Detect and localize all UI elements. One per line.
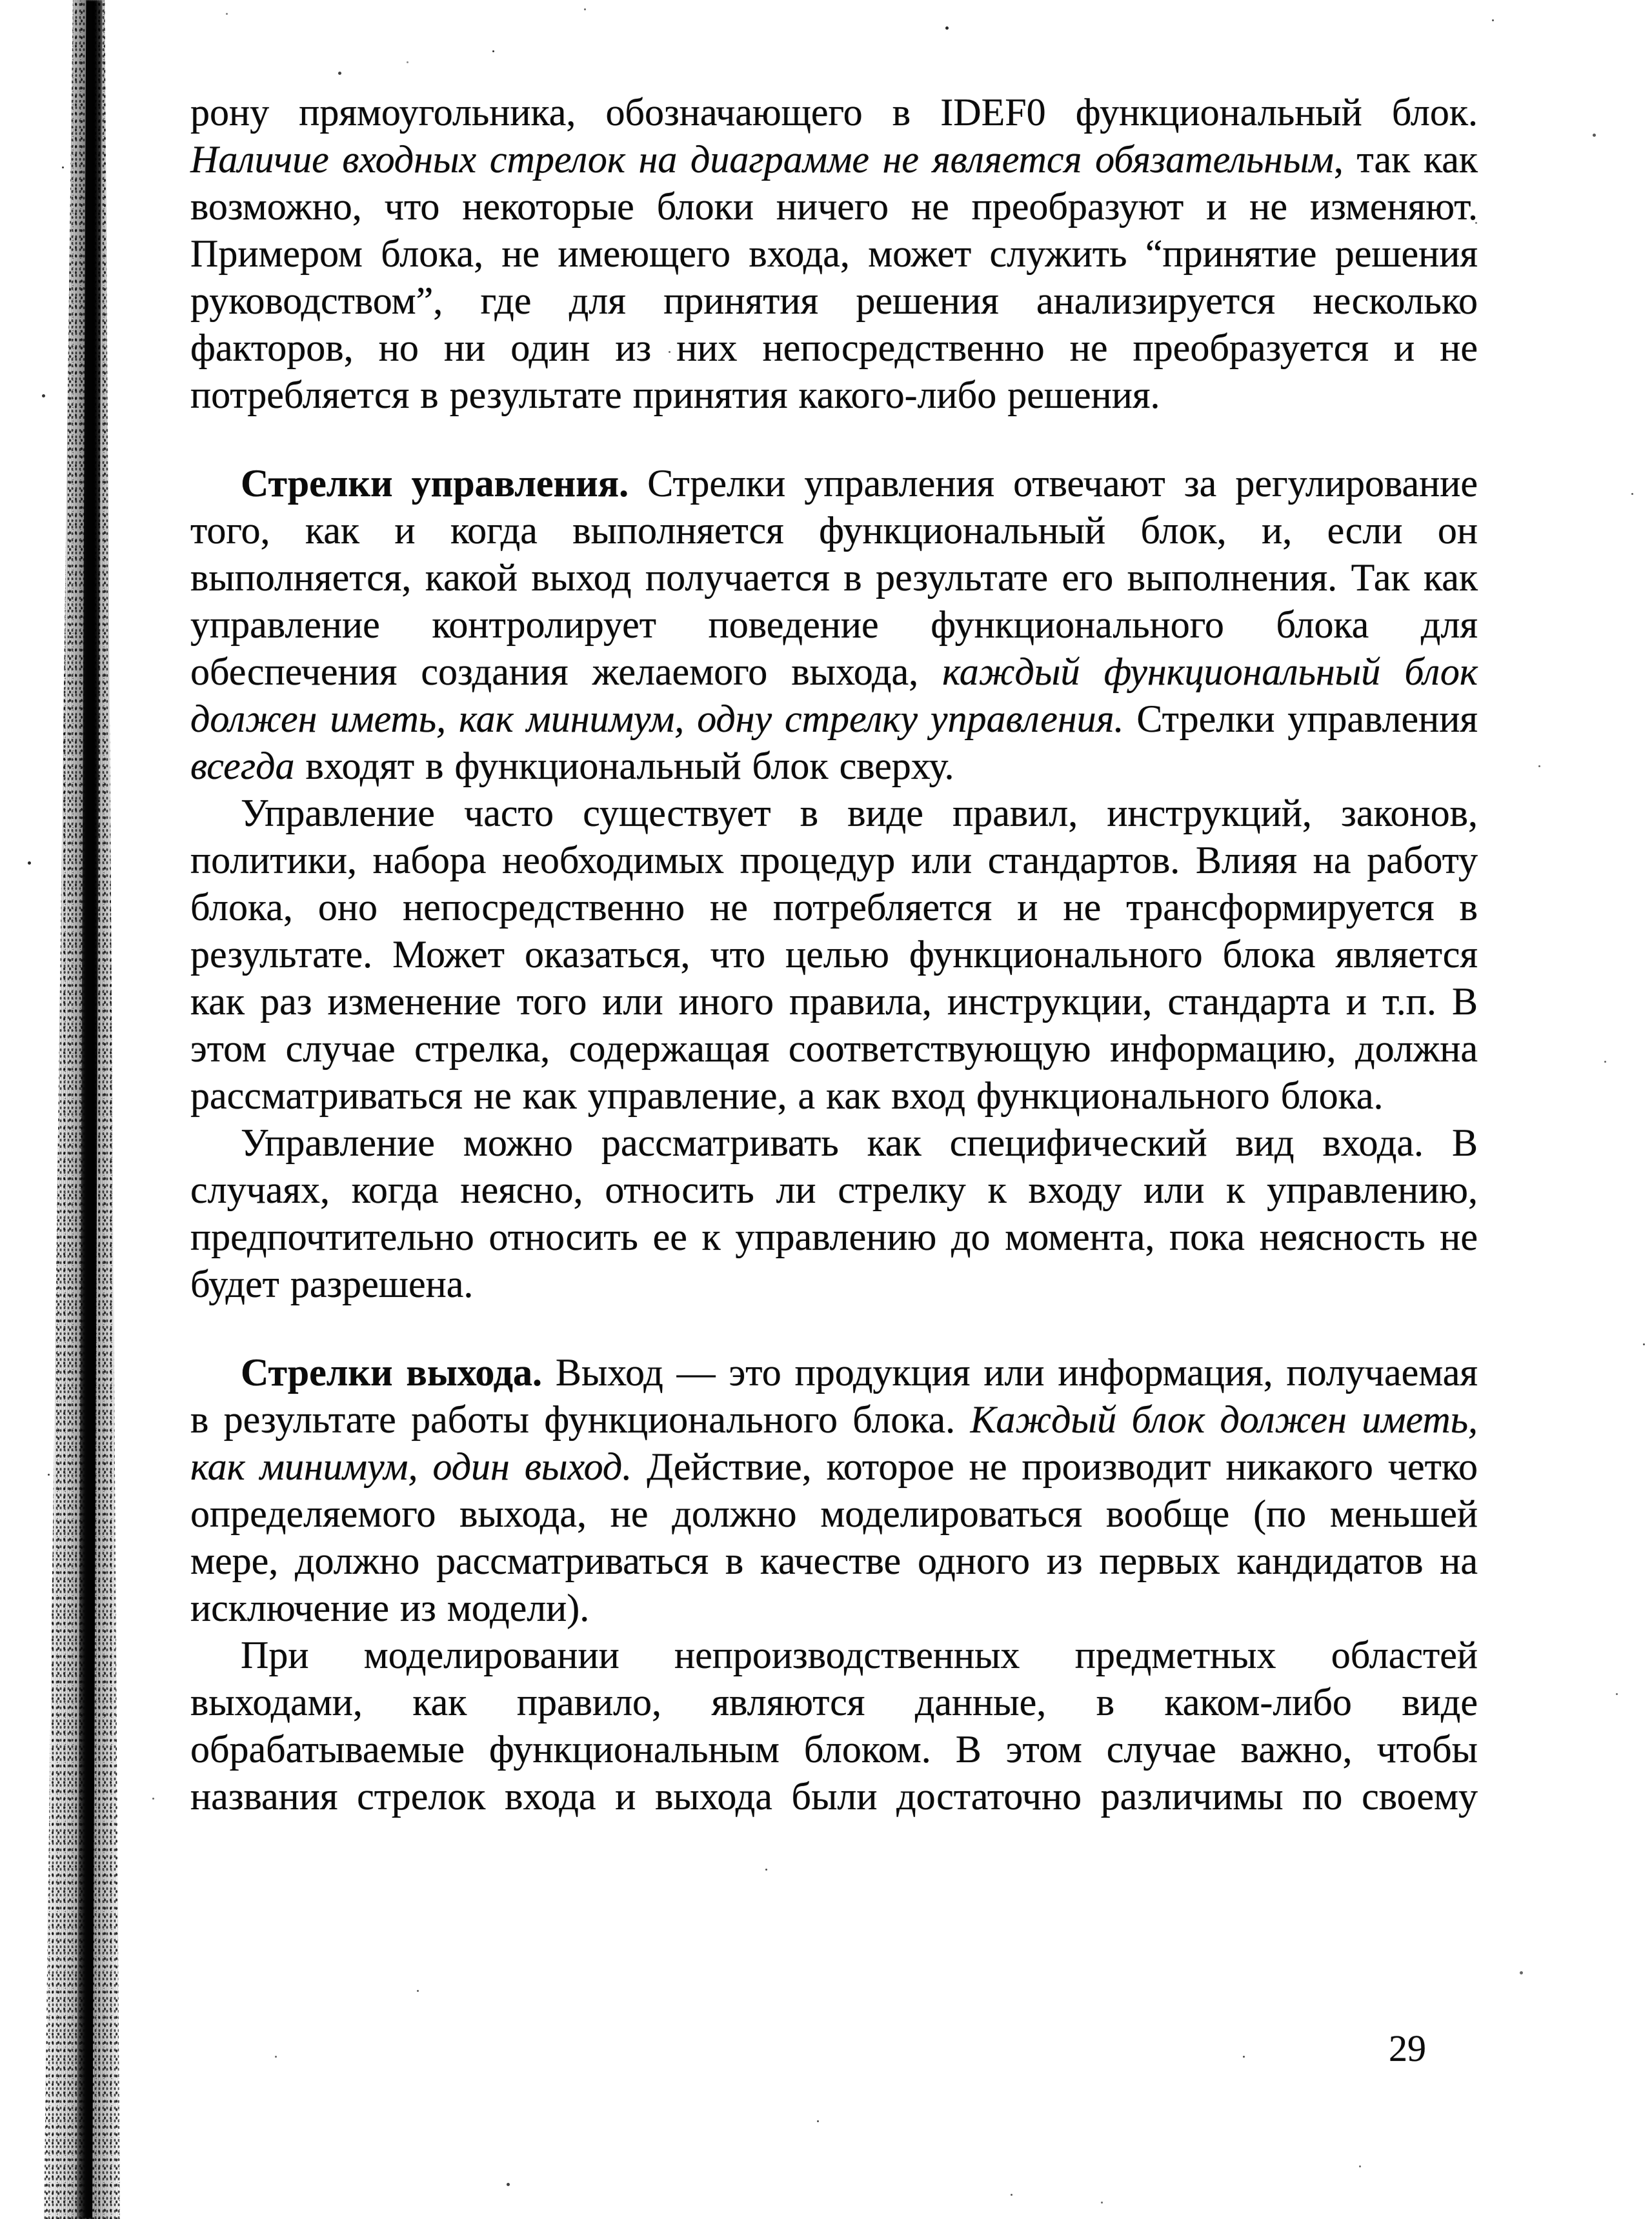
text-segment-italic: Каждый блок должен иметь, как минимум, один выход. [190, 1398, 1478, 1488]
text-segment-normal: Действие, которое не производит никакого четко определяемого выхода, не должно моделироваться вообще (по меньшей мере, должно рассматриваться в качестве одного из первых кандидатов на исключение из модели). [190, 1445, 1478, 1629]
paragraph-input-arrows-continued [190, 89, 1478, 419]
text-segment-normal: Стрелки управления [1123, 698, 1478, 740]
body-text-block [190, 89, 1478, 1820]
text-segment-normal: Стрелки управления отвечают за регулирование того, как и когда выполняется функциональный блок, и, если он выполняется, какой выход получается в результате его выполнения. Так как управление контролирует поведение функционального блока для обеспечения создания желаемого выхода, [190, 462, 1478, 693]
text-segment-normal: Выход — это продукция или информация, получаемая в результате работы функционального блока. [190, 1351, 1478, 1441]
text-segment-italic: Наличие входных стрелок на диаграмме не является обязательным [190, 138, 1334, 181]
text-segment-bold: Стрелки выхода. [241, 1351, 543, 1394]
text-segment-italic: каждый функциональный блок должен иметь, как минимум, одну стрелку управления. [190, 650, 1478, 740]
text-segment-bold: Стрелки управления. [241, 462, 629, 505]
text-segment-normal: , так как возможно, что некоторые блоки ничего не преобразуют и не изменяют. Примером блока, не имеющего входа, может служить “принятие решения руководством”, где для принятия решения анализируется несколько факторов, но ни один из них непосредственно не преобразуется и не потребляется в результате принятия какого-либо решения. [190, 138, 1478, 416]
paragraph-control-arrows [190, 460, 1478, 790]
text-segment-normal: входят в функциональный блок сверху. [294, 745, 954, 787]
paragraph-output-arrows [190, 1349, 1478, 1632]
paragraph-nonproduction-domains [190, 1632, 1478, 1820]
text-segment-normal: рону прямоугольника, обозначающего в IDEF0 функциональный блок. [190, 91, 1478, 134]
text-segment-italic: всегда [190, 745, 295, 787]
scan-noise-speckles [0, 0, 2, 2]
text-segment-normal: Управление можно рассматривать как специфический вид входа. В случаях, когда неясно, относить ли стрелку к входу или к управлению, предпочтительно относить ее к управлению до момента, пока неясность не будет разрешена. [190, 1121, 1478, 1305]
paragraph-control-as-input [190, 1120, 1478, 1308]
text-segment-normal: При моделировании непроизводственных предметных областей выходами, как правило, являются данные, в каком-либо виде обрабатываемые функциональным блоком. В этом случае важно, чтобы названия стрелок входа и выхода были достаточно различимы по своему [190, 1634, 1478, 1818]
page-number: 29 [1389, 2027, 1426, 2069]
paragraph-control-as-rules [190, 790, 1478, 1120]
text-segment-normal: Управление часто существует в виде правил, инструкций, законов, политики, набора необходимых процедур или стандартов. Влияя на работу блока, оно непосредственно не потребляется и не трансформируется в результате. Может оказаться, что целью функционального блока является как раз изменение того или иного правила, инструкции, стандарта и т.п. В этом случае стрелка, содержащая соответствующую информацию, должна рассматриваться не как управление, а как вход функционального блока. [190, 792, 1478, 1117]
